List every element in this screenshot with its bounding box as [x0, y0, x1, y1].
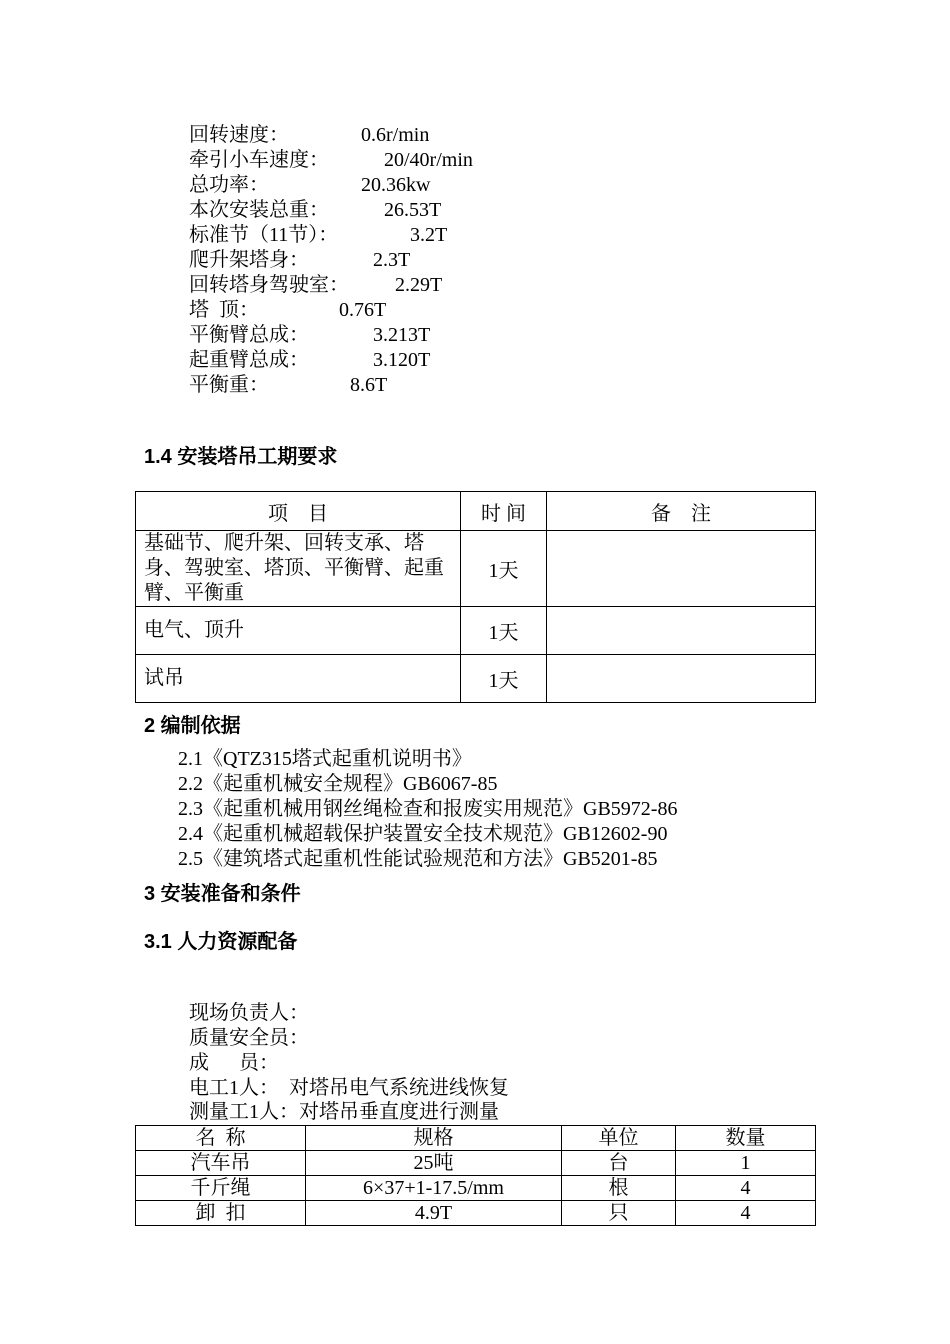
- table-row: [136, 1176, 816, 1201]
- cell-name: 千斤绳: [136, 1176, 306, 1201]
- cell-spec: 25吨: [306, 1151, 562, 1176]
- spec-label: 起重臂总成：: [189, 349, 309, 371]
- section-heading-1-4: 1.4 安装塔吊工期要求: [144, 446, 338, 468]
- cell-qty: 4: [676, 1176, 816, 1201]
- staff-line: 成 员：: [189, 1052, 279, 1074]
- staff-line: 现场负责人：: [189, 1002, 309, 1024]
- cell-name: 汽车吊: [136, 1151, 306, 1176]
- spec-value: 3.120T: [373, 349, 431, 371]
- spec-value: 26.53T: [384, 199, 442, 221]
- spec-value: 20/40r/min: [384, 149, 473, 171]
- staff-line: 电工1人： 对塔吊电气系统进线恢复: [189, 1077, 509, 1099]
- header-item: 项 目: [136, 492, 461, 531]
- section-heading-3: 3 安装准备和条件: [144, 883, 301, 905]
- spec-label: 爬升架塔身：: [189, 249, 309, 271]
- cell-spec: 4.9T: [306, 1201, 562, 1226]
- spec-label: 平衡重：: [189, 374, 269, 396]
- cell-spec: 6×37+1-17.5/mm: [306, 1176, 562, 1201]
- section-heading-2: 2 编制依据: [144, 715, 241, 737]
- cell-unit: 只: [562, 1201, 676, 1226]
- table-row: [136, 1201, 816, 1226]
- cell-note: [547, 655, 816, 703]
- spec-label: 总功率：: [189, 174, 269, 196]
- cell-item: 电气、顶升: [136, 607, 461, 655]
- reference-item: 2.4《起重机械超载保护装置安全技术规范》GB12602-90: [178, 823, 668, 845]
- spec-value: 3.2T: [410, 224, 448, 246]
- cell-item: 基础节、爬升架、回转支承、塔身、驾驶室、塔顶、平衡臂、起重臂、平衡重: [136, 531, 461, 607]
- reference-item: 2.1《QTZ315塔式起重机说明书》: [178, 748, 472, 770]
- spec-value: 8.6T: [350, 374, 388, 396]
- spec-label: 牵引小车速度：: [189, 149, 329, 171]
- table-header-row: [136, 1126, 816, 1151]
- spec-label: 回转塔身驾驶室：: [189, 274, 349, 296]
- table-row: [136, 607, 816, 655]
- spec-value: 0.6r/min: [361, 124, 430, 146]
- header-spec: 规格: [306, 1126, 562, 1151]
- spec-label: 平衡臂总成：: [189, 324, 309, 346]
- staff-line: 质量安全员：: [189, 1027, 309, 1049]
- reference-item: 2.5《建筑塔式起重机性能试验规范和方法》GB5201-85: [178, 848, 658, 870]
- spec-label: 标准节（11节）：: [189, 224, 339, 246]
- table-row: [136, 531, 816, 607]
- schedule-table: [135, 491, 816, 703]
- header-unit: 单位: [562, 1126, 676, 1151]
- spec-value: 2.29T: [395, 274, 443, 296]
- header-note: 备 注: [547, 492, 816, 531]
- header-name: 名 称: [136, 1126, 306, 1151]
- spec-value: 2.3T: [373, 249, 411, 271]
- reference-item: 2.2《起重机械安全规程》GB6067-85: [178, 773, 498, 795]
- cell-note: [547, 607, 816, 655]
- staff-line: 测量工1人：对塔吊垂直度进行测量: [189, 1101, 499, 1123]
- spec-label: 回转速度：: [189, 124, 289, 146]
- cell-qty: 4: [676, 1201, 816, 1226]
- spec-value: 0.76T: [339, 299, 387, 321]
- spec-value: 3.213T: [373, 324, 431, 346]
- cell-unit: 台: [562, 1151, 676, 1176]
- spec-value: 20.36kw: [361, 174, 431, 196]
- cell-item: 试吊: [136, 655, 461, 703]
- table-row: [136, 655, 816, 703]
- cell-qty: 1: [676, 1151, 816, 1176]
- cell-time: 1天: [461, 655, 547, 703]
- spec-label: 本次安装总重：: [189, 199, 329, 221]
- spec-label: 塔 顶：: [189, 299, 259, 321]
- section-heading-3-1: 3.1 人力资源配备: [144, 931, 298, 953]
- header-time: 时 间: [461, 492, 547, 531]
- cell-note: [547, 531, 816, 607]
- table-header-row: [136, 492, 816, 531]
- cell-time: 1天: [461, 531, 547, 607]
- equipment-table: [135, 1125, 816, 1226]
- cell-unit: 根: [562, 1176, 676, 1201]
- header-qty: 数量: [676, 1126, 816, 1151]
- reference-item: 2.3《起重机械用钢丝绳检查和报废实用规范》GB5972-86: [178, 798, 678, 820]
- cell-name: 卸 扣: [136, 1201, 306, 1226]
- table-row: [136, 1151, 816, 1176]
- cell-time: 1天: [461, 607, 547, 655]
